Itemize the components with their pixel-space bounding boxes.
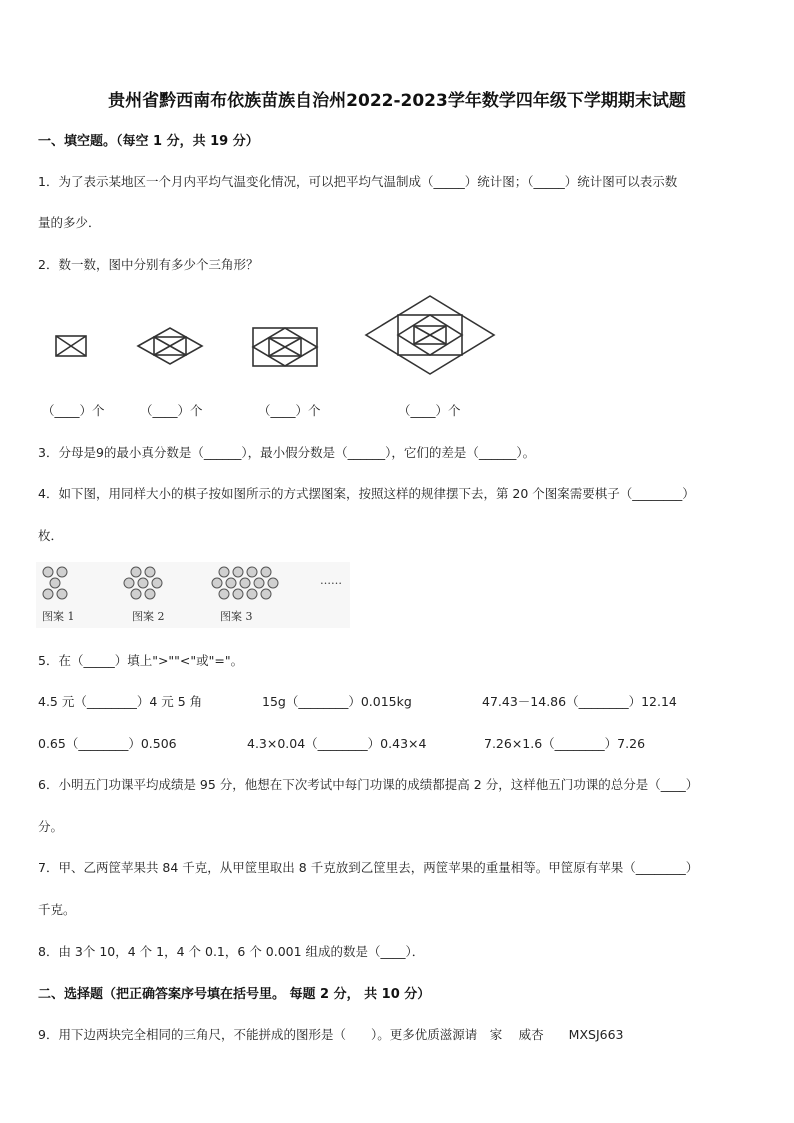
q5-row2-item2: 4.3×0.04（________）0.43×4	[247, 736, 427, 751]
question-7-line-1: 7．甲、乙两筐苹果共 84 千克，从甲筐里取出 8 千克放到乙筐里去，两筐苹果的重量相等。甲筐原有苹果（________）	[38, 860, 699, 875]
pattern-3-label: 图案 3	[220, 610, 253, 623]
figure-4	[366, 296, 494, 374]
figure-1	[56, 336, 86, 356]
pattern-2-label: 图案 2	[132, 610, 165, 623]
q5-row1-item2: 15g（________）0.015kg	[262, 694, 412, 709]
question-9: 9．用下边两块完全相同的三角尺，不能拼成的图形是（ ）。更多优质滋源请 家 威杏 MXSJ663	[38, 1027, 624, 1042]
question-7-line-2: 千克。	[38, 902, 76, 917]
triangle-figures	[50, 290, 500, 380]
question-4-line-1: 4．如下图，用同样大小的棋子按如图所示的方式摆图案，按照这样的规律摆下去，第 20 个图案需要棋子（________）	[38, 486, 695, 501]
question-3: 3．分母是9的最小真分数是（______），最小假分数是（______），它们的差是（______）。	[38, 445, 536, 460]
pattern-1-label: 图案 1	[42, 610, 75, 623]
q2-answer-4: （____）个	[398, 403, 461, 418]
question-4-line-2: 枚．	[38, 528, 64, 543]
q5-row1-item3: 47.43－14.86（________）12.14	[482, 694, 677, 709]
section-1-heading: 一、填空题。（每空 1 分，共 19 分）	[38, 134, 259, 149]
question-8: 8．由 3个 10，4 个 1，4 个 0.1，6 个 0.001 组成的数是（____）．	[38, 944, 425, 959]
chess-pattern-figure	[36, 562, 350, 628]
q2-answer-1: （____）个	[42, 403, 105, 418]
figure-2	[138, 328, 202, 364]
q5-row1-item1: 4.5 元（________）4 元 5 角	[38, 694, 203, 709]
section-2-heading: 二、选择题（把正确答案序号填在括号里。 每题 2 分， 共 10 分）	[38, 987, 431, 1002]
question-1-line-2: 量的多少．	[38, 215, 101, 230]
question-5: 5．在（_____）填上">""<"或"="。	[38, 653, 244, 668]
page-title: 贵州省黔西南布依族苗族自治州2022-2023学年数学四年级下学期期末试题	[108, 91, 686, 111]
question-6-line-2: 分。	[38, 819, 64, 834]
question-1-line-1: 1．为了表示某地区一个月内平均气温变化情况，可以把平均气温制成（_____）统计图；（_____）统计图可以表示数	[38, 174, 678, 189]
q5-row2-item3: 7.26×1.6（________）7.26	[484, 736, 646, 751]
q2-answer-2: （____）个	[140, 403, 203, 418]
pattern-ellipsis: ……	[320, 574, 342, 587]
q2-answer-3: （____）个	[258, 403, 321, 418]
q5-row2-item1: 0.65（________）0.506	[38, 736, 177, 751]
question-2: 2．数一数，图中分别有多少个三角形？	[38, 257, 259, 272]
question-6-line-1: 6．小明五门功课平均成绩是 95 分，他想在下次考试中每门功课的成绩都提高 2 分，这样他五门功课的总分是（____）	[38, 777, 699, 792]
figure-3	[253, 328, 317, 366]
